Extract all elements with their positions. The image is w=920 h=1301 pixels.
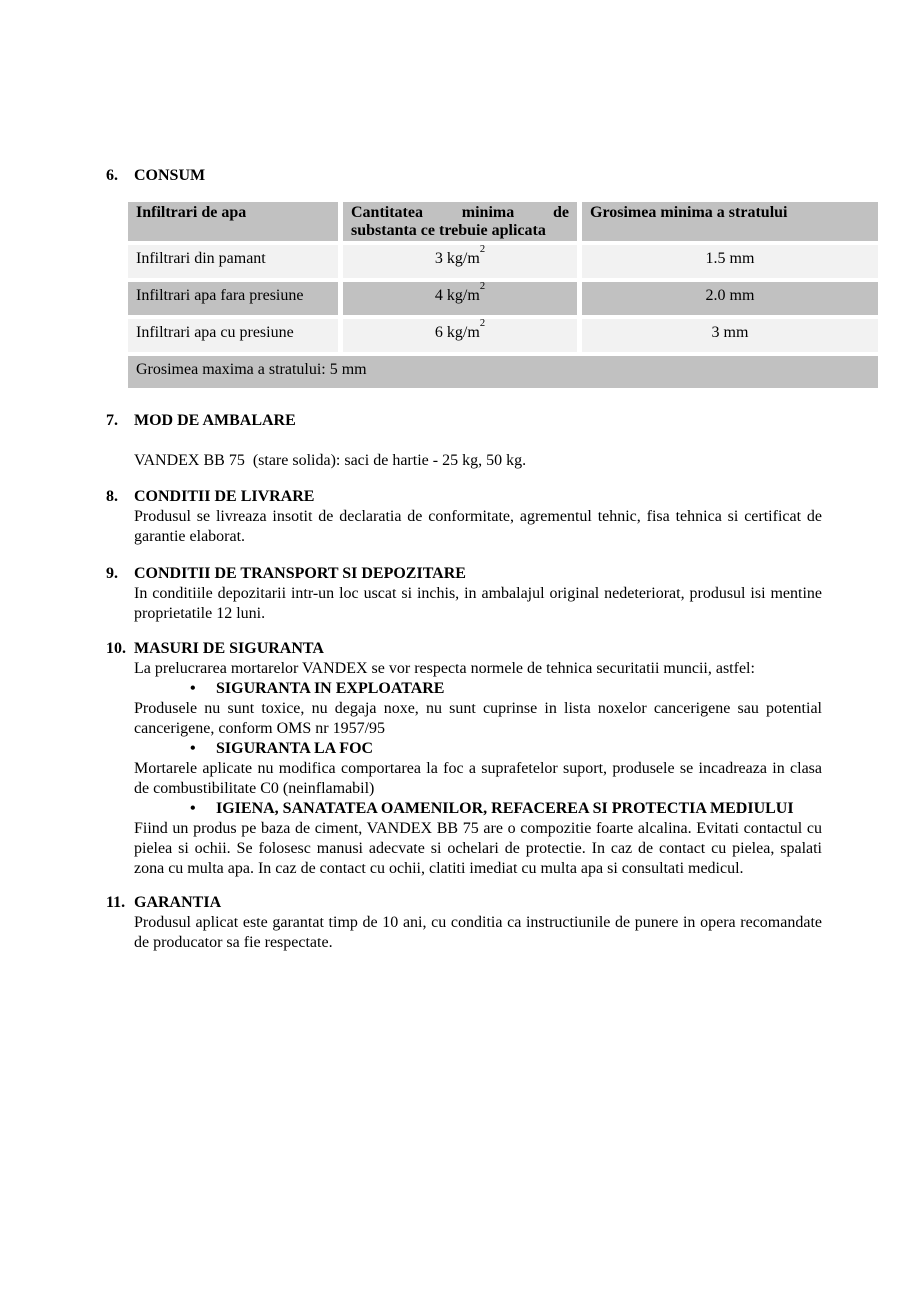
- table-row: [128, 317, 878, 354]
- section-title: CONSUM: [134, 167, 206, 184]
- cell-quantity: [341, 317, 580, 354]
- cell-infiltration: Infiltrari apa cu presiune: [128, 317, 341, 354]
- quantity-value: 3 kg/m: [434, 250, 480, 267]
- section-heading-ambalare: [0, 411, 920, 431]
- superscript: 2: [479, 317, 486, 329]
- paragraph-garantia: Produsul aplicat este garantat timp de 10 ani, cu conditia ca instructiunile de punere in opera recomandate de producator sa fie respectate.: [134, 914, 822, 951]
- section-number: 11.: [106, 894, 126, 911]
- section-number: 10.: [106, 640, 126, 657]
- section-number: 9.: [106, 565, 118, 582]
- cell-quantity: [341, 280, 580, 317]
- section-heading-consum: [0, 166, 920, 186]
- section-number: 6.: [106, 167, 118, 184]
- table-header-infiltration: Infiltrari de apa: [128, 202, 341, 243]
- section-number: 7.: [106, 412, 118, 429]
- section-heading-livrare: [0, 487, 920, 507]
- bullet-title: SIGURANTA LA FOC: [216, 740, 374, 757]
- cell-thickness: 1.5 mm: [580, 243, 879, 280]
- bullet-title: IGIENA, SANATATEA OAMENILOR, REFACEREA SI PROTECTIA MEDIULUI: [216, 800, 794, 817]
- cell-quantity: [341, 243, 580, 280]
- section-heading-siguranta: [0, 639, 920, 659]
- table-footer-note: Grosimea maxima a stratului: 5 mm: [128, 354, 878, 388]
- table-header-row: [128, 202, 878, 243]
- cell-infiltration: Infiltrari din pamant: [128, 243, 341, 280]
- table-header-quantity: Cantitatea minima de substanta ce trebuie aplicata: [341, 202, 580, 243]
- section-heading-transport: [0, 564, 920, 584]
- bullet-heading-igiena: [0, 799, 920, 819]
- paragraph-livrare: Produsul se livreaza insotit de declaratia de conformitate, agrementul tehnic, fisa tehnica si certificat de garantie elaborat.: [134, 508, 822, 545]
- cell-infiltration: Infiltrari apa fara presiune: [128, 280, 341, 317]
- cell-thickness: 2.0 mm: [580, 280, 879, 317]
- paragraph-transport: In conditiile depozitarii intr-un loc uscat si inchis, in ambalajul original nedeteriorat, produsul isi mentine proprietatile 12 luni.: [134, 585, 822, 622]
- superscript: 2: [479, 243, 486, 255]
- bullet-icon: •: [190, 680, 196, 697]
- section-title: MOD DE AMBALARE: [134, 412, 296, 429]
- consum-table: [128, 202, 878, 388]
- section-title: CONDITII DE LIVRARE: [134, 488, 315, 505]
- paragraph-exploatare: Produsele nu sunt toxice, nu degaja noxe, nu sunt cuprinse in lista noxelor cancerigene sau potential cancerigene, conform OMS nr 1957/95: [134, 700, 822, 737]
- paragraph-ambalare: VANDEX BB 75 (stare solida): saci de hartie - 25 kg, 50 kg.: [134, 452, 527, 469]
- table-footer-row: [128, 354, 878, 388]
- document-content: [0, 166, 920, 953]
- bullet-heading-exploatare: [0, 679, 920, 699]
- quantity-value: 4 kg/m: [434, 287, 480, 304]
- quantity-value: 6 kg/m: [434, 324, 480, 341]
- paragraph-igiena: Fiind un produs pe baza de ciment, VANDEX BB 75 are o compozitie foarte alcalina. Evitati contactul cu pielea si ochii. Se folosesc manusi adecvate si ochelari de protectie. In caz de contact cu pielea, spalati zona cu multa apa. In caz de contact cu ochii, clatiti imediat cu multa apa si consultati medicul.: [134, 820, 822, 877]
- cell-thickness: 3 mm: [580, 317, 879, 354]
- paragraph-foc: Mortarele aplicate nu modifica comportarea la foc a suprafetelor suport, produsele se incadreaza in clasa de combustibilitate C0 (neinflamabil): [134, 760, 822, 797]
- bullet-title: SIGURANTA IN EXPLOATARE: [216, 680, 445, 697]
- section-title: GARANTIA: [134, 894, 222, 911]
- section-number: 8.: [106, 488, 118, 505]
- table-row: [128, 280, 878, 317]
- section-title: MASURI DE SIGURANTA: [134, 640, 324, 657]
- table-row: [128, 243, 878, 280]
- superscript: 2: [479, 280, 486, 292]
- paragraph-siguranta-intro: La prelucrarea mortarelor VANDEX se vor respecta normele de tehnica securitatii muncii, astfel:: [134, 660, 755, 677]
- table-header-thickness: Grosimea minima a stratului: [580, 202, 879, 243]
- section-title: CONDITII DE TRANSPORT SI DEPOZITARE: [134, 565, 466, 582]
- bullet-icon: •: [190, 740, 196, 757]
- section-heading-garantia: [0, 893, 920, 913]
- bullet-heading-foc: [0, 739, 920, 759]
- bullet-icon: •: [190, 800, 196, 817]
